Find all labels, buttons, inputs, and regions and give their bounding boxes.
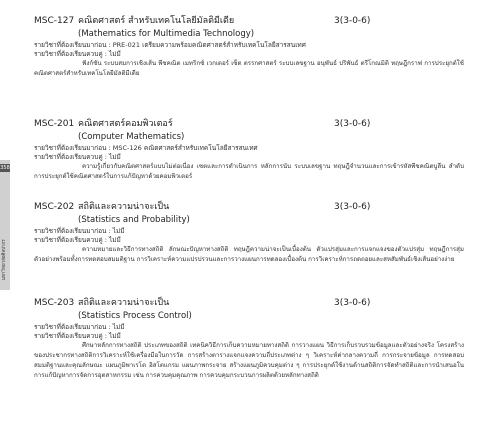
corequisite: รายวิชาที่ต้องเรียนควบคู่ : ไม่มี (34, 236, 121, 244)
course-english-title: (Mathematics for Multimedia Technology) (78, 29, 255, 39)
course-thai-title: สถิติและความน่าจะเป็น (78, 202, 170, 212)
course-code: MSC-127 (34, 16, 75, 26)
course-code: MSC-203 (34, 298, 75, 308)
course-description: ความรู้เกี่ยวกับคณิตศาสตร์แบบไม่ต่อเนื่อง เซตและการดำเนินการ หลักการนับ ระบบเลขฐาน ทฤษฎีจำนวนและการเข้ารหัสพีชคณิตบูลีน ลำดับ การประยุกต์ใช้คณิตศาสตร์ในการแก้ปัญหาด้วยคอมพิวเตอร์ (34, 163, 464, 180)
course-block (34, 296, 464, 381)
side-label: มหาวิทยาลัยศิลปากร (2, 239, 7, 280)
course-credits: 3(3-0-6) (334, 202, 371, 212)
course-english-title: (Statistics Process Control) (78, 311, 192, 321)
course-thai-title: คณิตศาสตร์ สำหรับเทคโนโลยีมัลติมีเดีย (78, 16, 235, 26)
page-number: 358 (0, 165, 10, 171)
course-thai-title: คณิตศาสตร์คอมพิวเตอร์ (78, 119, 173, 129)
course-description: ศึกษาหลักการทางสถิติ ประเภทของสถิติ เทคนิควิธีการเก็บความหมายทางสถิติ การวางแผน วิธีการเก็บรวบรวมข้อมูลและตัวอย่างจริง โครงสร้างของประชากรทางสถิติการวิเคราะห์ใช้เครื่องมือในการวัด การสร้างตารางแจกแจงความถี่ประเภทต่าง ๆ วิเคราะห์ค่ากลางความถี่ การกระจายข้อมูล การทดสอบสมมติฐานและคุณลักษณะ แผนภูมิพาเรโต ฮิสโตแกรม แผนภาพกระจาย สร้างแผนภูมิควบคุมต่าง ๆ การประยุกต์ใช้งานด้านสถิติการจัดทำสถิติและการนำเสนอในการแก้ปัญหาการจัดการอุตสาหกรรม เช่น การควบคุมคุณภาพ การควบคุมกระบวนการผลิตด้วยหลักทางสถิติ (34, 342, 464, 379)
corequisite: รายวิชาที่ต้องเรียนควบคู่ : ไม่มี (34, 153, 121, 161)
course-thai-title: สถิติและความน่าจะเป็น (78, 298, 170, 308)
course-block (34, 14, 464, 79)
course-header (34, 200, 464, 214)
prerequisite: รายวิชาที่ต้องเรียนมาก่อน : ไม่มี (34, 323, 125, 331)
prerequisite: รายวิชาที่ต้องเรียนมาก่อน : MSC-126 คณิตศาสตร์สำหรับเทคโนโลยีสารสนเทศ (34, 144, 258, 152)
course-description: ฟังก์ชัน ระบบสมการเชิงเส้น พีชคณิต เมทริกซ์ เวกเตอร์ เซ็ต ตรรกศาสตร์ ระบบเลขฐาน อนุพันธ์ ปริพันธ์ ตรีโกณมิติ ทฤษฎีกราฟ การประยุกต์ใช้คณิตศาสตร์สำหรับเทคโนโลยีมัลติมีเดีย (34, 60, 464, 77)
corequisite: รายวิชาที่ต้องเรียนควบคู่ : ไม่มี (34, 332, 121, 340)
course-english-title: (Computer Mathematics) (78, 132, 185, 142)
course-header (34, 296, 464, 310)
course-description: ความหมายและวิธีการทางสถิติ ลักษณะปัญหาทางสถิติ ทฤษฎีความน่าจะเป็นเบื้องต้น ตัวแปรสุ่มและการแจกแจงของตัวแปรสุ่ม ทฤษฎีการสุ่มตัวอย่างพร้อมทั้งการทดสอบสมมติฐาน การวิเคราะห์ความแปรปรวนและการวางแผนการทดลองเบื้องต้น การวิเคราะห์การถดถอยและสหสัมพันธ์เชิงเส้นอย่างง่าย (34, 246, 464, 263)
course-block (34, 117, 464, 182)
course-english-title: (Statistics and Probability) (78, 215, 190, 225)
course-credits: 3(3-0-6) (334, 16, 371, 26)
course-block (34, 200, 464, 265)
corequisite: รายวิชาที่ต้องเรียนควบคู่ : ไม่มี (34, 50, 121, 58)
course-header (34, 14, 464, 28)
course-code: MSC-201 (34, 119, 75, 129)
course-code: MSC-202 (34, 202, 75, 212)
prerequisite: รายวิชาที่ต้องเรียนมาก่อน : PRE-021 เตรียมความพร้อมคณิตศาสตร์สำหรับเทคโนโลยีสารสนเทศ (34, 41, 306, 49)
prerequisite: รายวิชาที่ต้องเรียนมาก่อน : ไม่มี (34, 227, 125, 235)
course-header (34, 117, 464, 131)
course-credits: 3(3-0-6) (334, 119, 371, 129)
course-credits: 3(3-0-6) (334, 298, 371, 308)
